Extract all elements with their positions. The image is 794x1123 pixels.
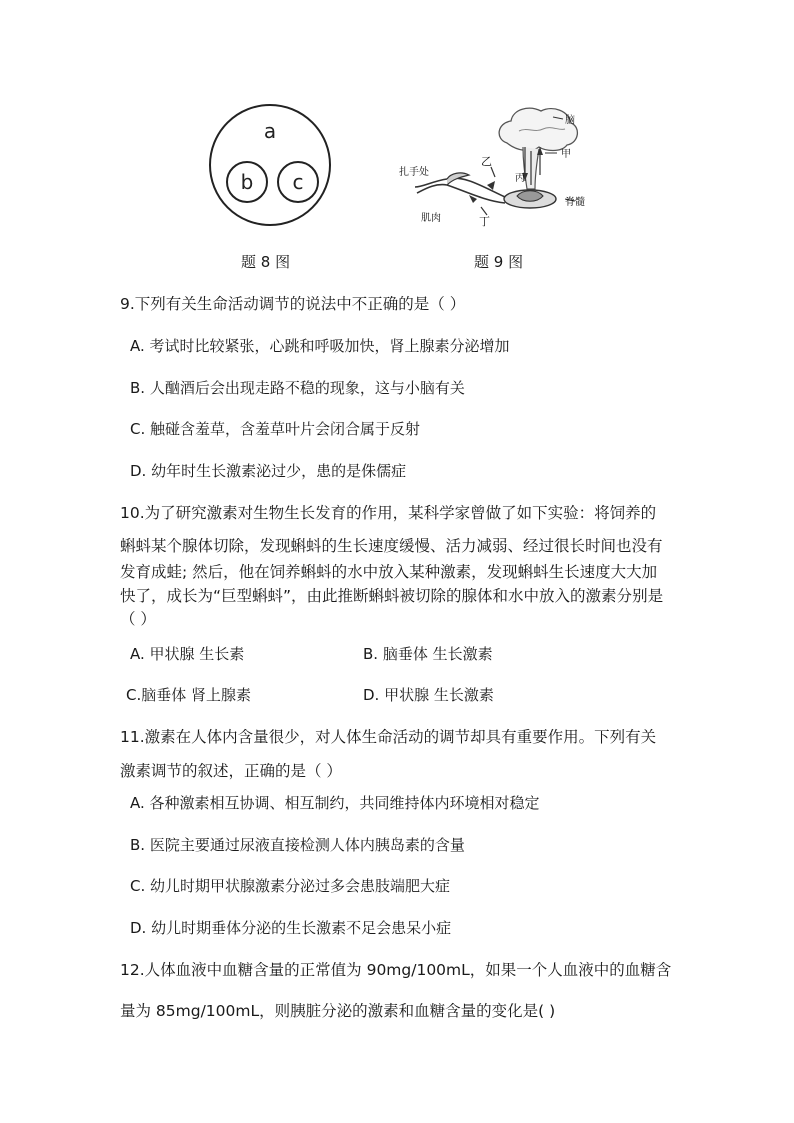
question-12-stem-line-1: 12.人体血液中血糖含量的正常值为 90mg/100mL，如果一个人血液中的血糖含 [120, 961, 672, 979]
label-ding: 丁 [479, 215, 490, 228]
question-9-stem: 9.下列有关生命活动调节的说法中不正确的是（ ） [120, 295, 466, 313]
label-bing: 丙 [515, 173, 525, 184]
question-11-option-d: D. 幼儿时期垂体分泌的生长激素不足会患呆小症 [130, 919, 452, 937]
figure-8-diagram [205, 100, 335, 230]
question-10-stem-line-1: 10.为了研究激素对生物生长发育的作用，某科学家曾做了如下实验：将饲养的 [120, 504, 657, 522]
question-11-option-b: B. 医院主要通过尿液直接检测人体内胰岛素的含量 [130, 836, 465, 854]
question-9-option-d: D. 幼年时生长激素泌过少，患的是侏儒症 [130, 462, 407, 480]
question-9-option-c: C. 触碰含羞草，含羞草叶片会闭合属于反射 [130, 420, 421, 438]
question-10-stem-line-4: 快了，成长为“巨型蝌蚪”，由此推断蝌蚪被切除的腺体和水中放入的激素分别是 [120, 587, 664, 605]
question-12-stem-line-2: 量为 85mg/100mL，则胰脏分泌的激素和血糖含量的变化是( ) [120, 1002, 556, 1020]
figure-9-diagram [395, 103, 595, 231]
question-11-stem-line-1: 11.激素在人体内含量很少，对人体生命活动的调节却具有重要作用。下列有关 [120, 728, 657, 746]
label-muscle: 肌肉 [421, 213, 441, 224]
question-11-option-a: A. 各种激素相互协调、相互制约，共同维持体内环境相对稳定 [130, 794, 540, 812]
label-b: b [240, 170, 254, 194]
question-10-option-d: D. 甲状腺 生长激素 [363, 686, 494, 704]
question-10-option-a: A. 甲状腺 生长素 [130, 645, 245, 663]
label-brain: 脑 [565, 115, 575, 126]
label-jia: 甲 [561, 149, 571, 160]
label-yi: 乙 [481, 155, 492, 168]
question-10-stem-line-3: 发育成蛙; 然后，他在饲养蝌蚪的水中放入某种激素，发现蝌蚪生长速度大大加 [120, 563, 658, 581]
question-11-option-c: C. 幼儿时期甲状腺激素分泌过多会患肢端肥大症 [130, 877, 451, 895]
label-prick-site: 扎手处 [399, 167, 429, 178]
question-10-stem-line-2: 蝌蚪某个腺体切除，发现蝌蚪的生长速度缓慢、活力减弱、经过很长时间也没有 [120, 537, 663, 555]
label-a: a [263, 119, 277, 143]
figure-9-caption: 题 9 图 [474, 253, 524, 271]
question-10-option-b: B. 脑垂体 生长激素 [363, 645, 493, 663]
label-c: c [292, 170, 304, 194]
label-spinal-cord: 脊髓 [565, 197, 585, 208]
question-10-stem-line-5: （ ） [120, 610, 156, 628]
question-9-option-b: B. 人酗酒后会出现走路不稳的现象，这与小脑有关 [130, 379, 465, 397]
figure-8-caption: 题 8 图 [241, 253, 291, 271]
question-11-stem-line-2: 激素调节的叙述，正确的是（ ） [120, 762, 342, 780]
question-10-option-c: C.脑垂体 肾上腺素 [126, 686, 252, 704]
question-9-option-a: A. 考试时比较紧张，心跳和呼吸加快，肾上腺素分泌增加 [130, 337, 510, 355]
